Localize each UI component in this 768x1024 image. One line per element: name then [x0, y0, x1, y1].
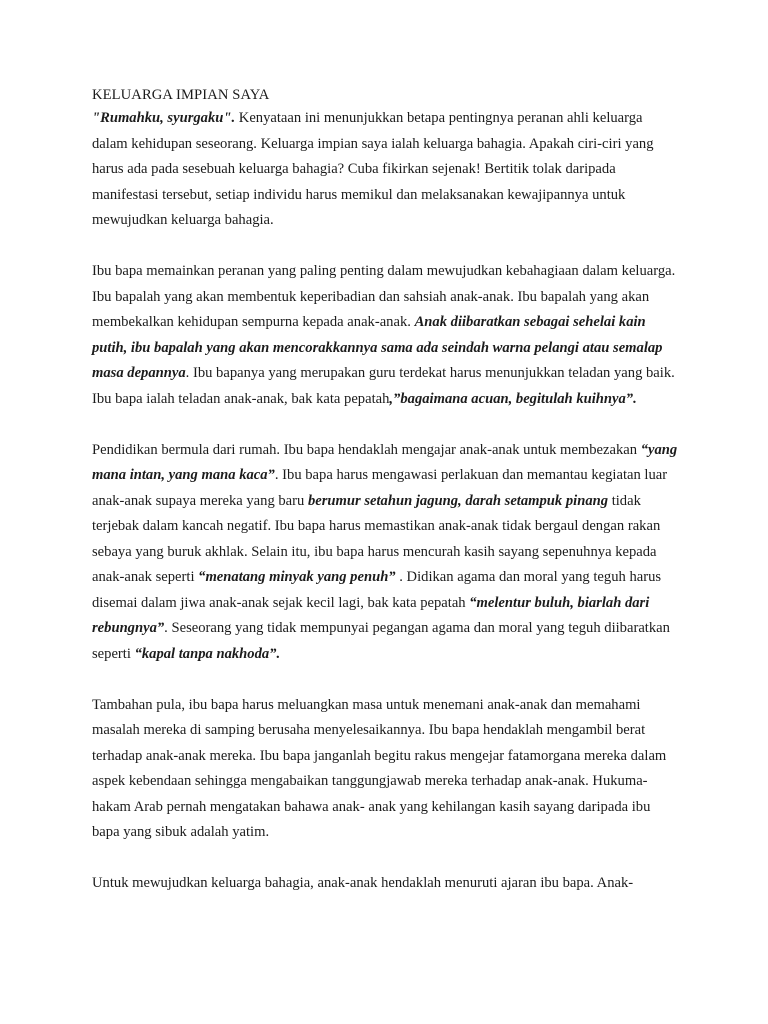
text-run: Untuk mewujudkan keluarga bahagia, anak-anak hendaklah menuruti ajaran ibu bapa. Anak- — [92, 875, 634, 891]
text-run: Tambahan pula, ibu bapa harus meluangkan masa untuk menemani anak-anak dan memahami masalah mereka di samping berusaha menyelesaikannya. Ibu bapa hendaklah mengambil berat terhadap anak-anak mereka. Ibu bapa janganlah begitu rakus mengejar fatamorgana mereka dalam aspek kebendaan sehingga mengabaikan tanggungjawab mereka terhadap anak-anak. Hukuma-hakam Arab pernah mengatakan bahawa anak- anak yang kehilangan kasih sayang daripada ibu bapa yang sibuk adalah yatim. — [92, 696, 667, 840]
text-run: . Seseorang yang tidak mempunyai pegangan agama dan moral yang teguh diibaratkan seperti — [92, 620, 670, 662]
paragraph-intro — [92, 106, 680, 234]
text-run: tidak terjebak dalam kancah negatif. Ibu bapa harus memastikan anak-anak tidak bergaul dengan rakan sebaya yang buruk akhlak. Selain itu, ibu bapa harus mencurah kasih sayang sepenuhnya kepada anak-anak seperti — [92, 492, 661, 585]
text-run: . Ibu bapa harus mengawasi perlakuan dan memantau kegiatan luar anak-anak supaya mereka yang baru — [92, 467, 668, 509]
quote-rumahku: "Rumahku, syurgaku". — [92, 110, 236, 126]
document-page — [92, 84, 680, 922]
quote-melentur-buluh: “melentur buluh, biarlah dari rebungnya” — [92, 594, 650, 636]
paragraph-parents-role — [92, 259, 680, 412]
quote-kapal-tanpa-nakhoda: “kapal tanpa nakhoda”. — [134, 645, 281, 662]
quote-acuan: ,”bagaimana acuan, begitulah kuihnya”. — [389, 390, 637, 407]
quote-intan-kaca: “yang mana intan, yang mana kaca” — [92, 441, 678, 483]
paragraph-education — [92, 438, 680, 668]
paragraph-time-together — [92, 693, 680, 846]
quote-kain-putih: Anak diibaratkan sebagai sehelai kain putih, ibu bapalah yang akan mencorakkannya sama ada seindah warna pelangi atau semalap masa depannya — [92, 314, 663, 381]
text-run: Pendidikan bermula dari rumah. Ibu bapa hendaklah mengajar anak-anak untuk membezakan — [92, 441, 641, 458]
text-run: . Didikan agama dan moral yang teguh harus disemai dalam jiwa anak-anak sejak kecil lagi, bak kata pepatah — [92, 569, 662, 611]
quote-menatang-minyak: “menatang minyak yang penuh” — [198, 569, 396, 585]
text-run: . Ibu bapanya yang merupakan guru terdekat harus menunjukkan teladan yang baik. Ibu bapa ialah teladan anak-anak, bak kata pepatah — [92, 365, 675, 407]
text-run: Kenyataan ini menunjukkan betapa pentingnya peranan ahli keluarga dalam kehidupan seseorang. Keluarga impian saya ialah keluarga bahagia. Apakah ciri-ciri yang harus ada pada sesebuah keluarga bahagia? Cuba fikirkan sejenak! Bertitik tolak daripada manifestasi tersebut, setiap individu harus memikul dan melaksanakan kewajipannya untuk mewujudkan keluarga bahagia. — [92, 110, 654, 228]
text-run: Ibu bapa memainkan peranan yang paling penting dalam mewujudkan kebahagiaan dalam keluarga. Ibu bapalah yang akan membentuk keperibadian dan sahsiah anak-anak. Ibu bapalah yang akan membekalkan kehidupan sempurna kepada anak-anak. — [92, 263, 676, 330]
paragraph-children-duty — [92, 871, 680, 897]
quote-setahun-jagung: berumur setahun jagung, darah setampuk pinang — [307, 492, 609, 509]
document-title: KELUARGA IMPIAN SAYA — [92, 87, 270, 103]
